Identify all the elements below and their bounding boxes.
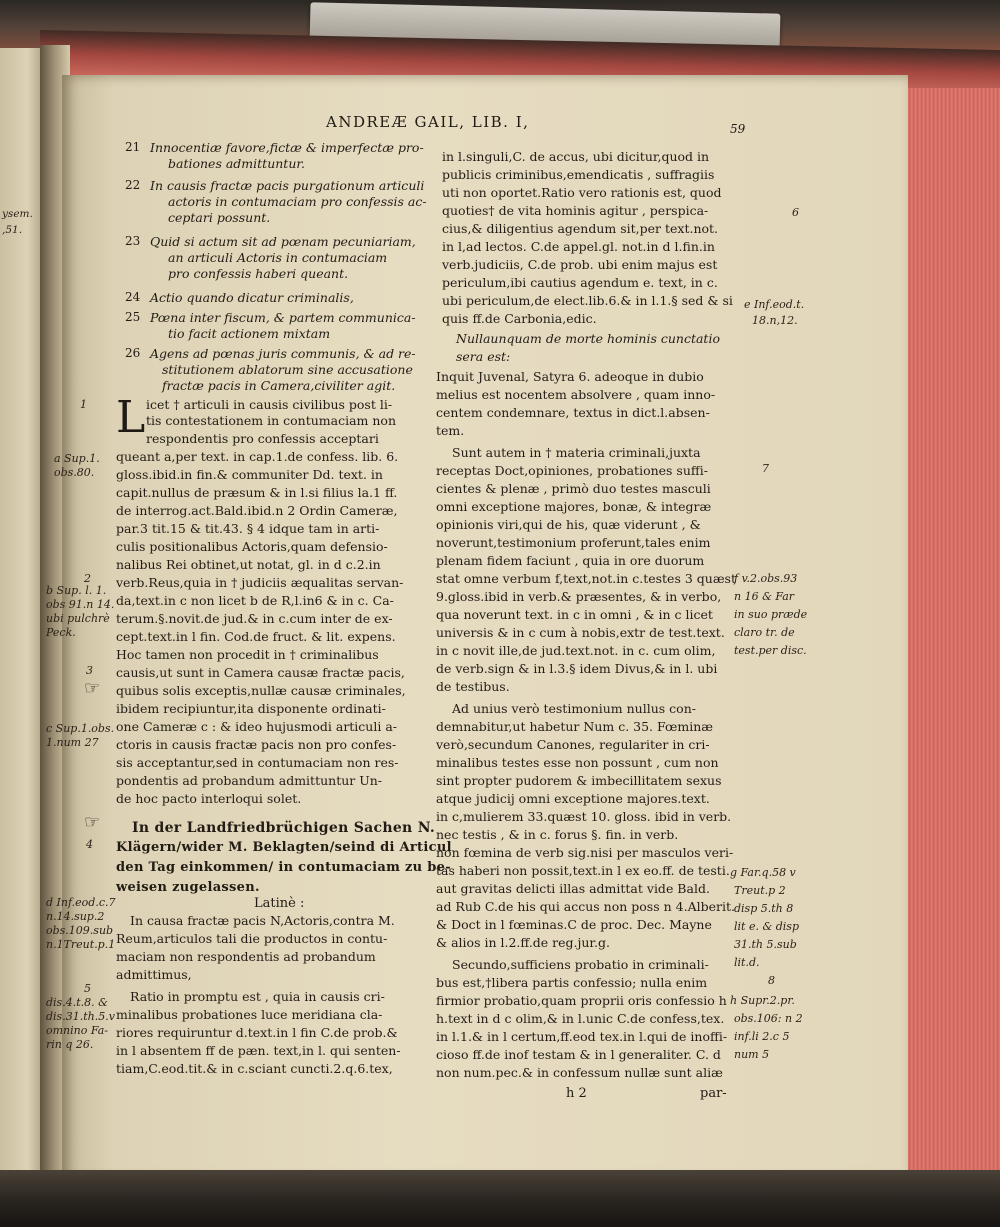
text-line: in l absentem ff de pæn. text,in l. qui senten- [116, 1043, 401, 1058]
text-line: non num.pec.& in confessum nullæ sunt aliæ [436, 1065, 723, 1080]
margin-note: rin q 26. [46, 1038, 94, 1051]
margin-note: inf.li 2.c 5 [734, 1030, 790, 1043]
summary-line: stitutionem ablatorum sine accusatione [162, 362, 413, 377]
text-line: verò,secundum Canones, regulariter in cri- [436, 737, 710, 752]
text-line: nec testis , & in c. forus §. fin. in verb. [436, 827, 679, 842]
text-line: terum.§.novit.de jud.& in c.cum inter de ex- [116, 611, 393, 626]
text-line: plenam fidem faciunt , quia in ore duorum [436, 553, 705, 568]
text-line: tas haberi non possit,text.in l ex eo.ff. de testi. [436, 863, 730, 878]
red-page-edges-side [902, 88, 1000, 1188]
text-line: verb.Reus,quia in † judiciis æqualitas servan- [116, 575, 404, 590]
text-line: minalibus probationes luce meridiana cla- [116, 1007, 383, 1022]
text-line: de testibus. [436, 679, 510, 694]
text-line: par.3 tit.15 & tit.43. § 4 idque tam in arti- [116, 521, 380, 536]
margin-note: a Sup.1. [54, 452, 100, 465]
margin-note: obs.109.sub [46, 924, 114, 937]
margin-note: 1.num 27 [46, 736, 99, 749]
text-line: ad Rub C.de his qui accus non poss n 4.Alberit. [436, 899, 735, 914]
quotation-line: sera est: [456, 349, 511, 364]
text-line: capit.nullus de præsum & in l.si filius la.1 ff. [116, 485, 398, 500]
margin-note: Peck. [46, 626, 76, 639]
summary-line: Quid si actum sit ad pœnam pecuniariam, [150, 234, 416, 249]
margin-note: dis.31.th.5.v [46, 1010, 115, 1023]
facing-page-fragment: ysem. [2, 208, 33, 220]
latin-heading: Latinè : [254, 896, 305, 911]
margin-note: c Sup.1.obs. [46, 722, 115, 735]
margin-note: obs.106: n 2 [734, 1012, 803, 1025]
text-line: centem condemnare, textus in dict.l.absen- [436, 405, 710, 420]
margin-note: n.14.sup.2 [46, 910, 105, 923]
page-number: 59 [730, 122, 746, 136]
quotation-line: Nullaunquam de morte hominis cunctatio [456, 331, 720, 346]
text-line: Inquit Juvenal, Satyra 6. adeoque in dubio [436, 369, 704, 384]
text-line: in l.1.& in l certum,ff.eod tex.in l.qui de inoffi- [436, 1029, 728, 1044]
text-line: tis contestationem in contumaciam non [146, 413, 396, 428]
text-line: & alios in l.2.ff.de reg.jur.g. [436, 935, 610, 950]
catchword: par- [700, 1086, 727, 1101]
summary-number: 24 [125, 290, 141, 304]
text-line: tiam,C.eod.tit.& in c.sciant cuncti.2.q.6.tex, [116, 1061, 393, 1076]
text-line: ubi periculum,de elect.lib.6.& in l.1.§ sed & si [442, 293, 733, 308]
margin-note: obs.80. [54, 466, 95, 479]
text-line: one Cameræ c : & ideo hujusmodi articuli a- [116, 719, 398, 734]
summary-line: an articuli Actoris in contumaciam [168, 250, 388, 265]
margin-number: 3 [86, 664, 93, 677]
margin-number: 8 [768, 974, 775, 987]
margin-note: e Inf.eod.t. [744, 298, 805, 311]
margin-number: 1 [80, 398, 87, 411]
text-line: minalibus testes esse non possunt , cum non [436, 755, 719, 770]
margin-number: 6 [792, 206, 799, 219]
margin-note: ubi pulchrè [46, 612, 110, 625]
text-line: de interrog.act.Bald.ibid.n 2 Ordin Cameræ, [116, 503, 398, 518]
text-line: Ratio in promptu est , quia in causis cri- [130, 989, 385, 1004]
blackletter-line: weisen zugelassen. [116, 880, 260, 895]
drop-cap: L [116, 392, 146, 443]
text-line: In causa fractæ pacis N,Actoris,contra M. [130, 913, 395, 928]
text-line: non fœmina de verb sig.nisi per masculos veri- [436, 845, 734, 860]
text-line: gloss.ibid.in fin.& communiter Dd. text. in [116, 467, 383, 482]
summary-line: Agens ad pœnas juris communis, & ad re- [150, 346, 416, 361]
summary-number: 23 [125, 234, 141, 248]
text-line: receptas Doct,opiniones, probationes suffi- [436, 463, 708, 478]
text-line: de verb.sign & in l.3.§ idem Divus,& in l. ubi [436, 661, 718, 676]
margin-note: claro tr. de [734, 626, 795, 639]
margin-number: 4 [86, 838, 93, 851]
margin-note: 18.n,12. [752, 314, 798, 327]
text-line: respondentis pro confessis acceptari [146, 431, 379, 446]
text-line: Hoc tamen non procedit in † criminalibus [116, 647, 379, 662]
text-line: Sunt autem in † materia criminali,juxta [452, 445, 701, 460]
margin-note: 31.th 5.sub [734, 938, 797, 951]
margin-note: disp 5.th 8 [734, 902, 794, 915]
text-line: culis positionalibus Actoris,quam defensio- [116, 539, 388, 554]
text-line: in l.singuli,C. de accus, ubi dicitur,quod in [442, 149, 710, 164]
text-line: verb.judiciis, C.de prob. ubi enim majus est [442, 257, 718, 272]
blackletter-line: Klägern/wider M. Beklagten/seind di Articul [116, 840, 452, 855]
margin-note: test.per disc. [734, 644, 807, 657]
text-line: & Doct in l fœminas.C de proc. Dec. Mayne [436, 917, 712, 932]
margin-number: 7 [762, 462, 769, 475]
text-line: 9.gloss.ibid in verb.& præsentes, & in verbo, [436, 589, 722, 604]
margin-note: lit e. & disp [734, 920, 799, 933]
text-line: icet † articuli in causis civilibus post li- [146, 397, 393, 412]
summary-line: fractæ pacis in Camera,civiliter agit. [162, 378, 396, 393]
margin-note: lit.d. [734, 956, 760, 969]
signature-mark: h 2 [566, 1086, 587, 1101]
text-line: in c novit ille,de jud.text.not. in c. cum olim, [436, 643, 716, 658]
text-line: h.text in d c olim,& in l.unic C.de confess,tex. [436, 1011, 725, 1026]
margin-note: dis.4.t.8. & [46, 996, 108, 1009]
margin-note: b Sup. l. 1. [46, 584, 107, 597]
summary-line: In causis fractæ pacis purgationum articuli [150, 178, 425, 193]
text-line: sis acceptantur,sed in contumaciam non res- [116, 755, 399, 770]
margin-number: 2 [84, 572, 91, 585]
text-line: quibus solis exceptis,nullæ causæ criminales, [116, 683, 406, 698]
text-line: tem. [436, 423, 465, 438]
text-line: quis ff.de Carbonia,edic. [442, 311, 597, 326]
margin-note: n.1Treut.p.1 [46, 938, 116, 951]
text-line: ctoris in causis fractæ pacis non pro confes- [116, 737, 397, 752]
margin-note: obs 91.n 14. [46, 598, 115, 611]
margin-number: 5 [84, 982, 91, 995]
text-line: causis,ut sunt in Camera causæ fractæ pacis, [116, 665, 405, 680]
text-line: da,text.in c non licet b de R,l.in6 & in c. Ca- [116, 593, 394, 608]
margin-note: d Inf.eod.c.7 [46, 896, 116, 909]
summary-line: ceptari possunt. [168, 210, 271, 225]
text-line: atque judicij omni exceptione majores.text. [436, 791, 710, 806]
summary-number: 21 [125, 140, 141, 154]
manicule-icon: ☞ [84, 812, 101, 833]
margin-note: Treut.p 2 [734, 884, 786, 897]
text-line: aut gravitas delicti illas admittat vide Bald. [436, 881, 710, 896]
text-line: demnabitur,ut habetur Num c. 35. Fœminæ [436, 719, 713, 734]
text-line: admittimus, [116, 967, 192, 982]
margin-note: omnino Fa- [46, 1024, 109, 1037]
summary-line: Pœna inter fiscum, & partem communica- [150, 310, 416, 325]
text-line: cioso ff.de inof testam & in l generaliter. C. d [436, 1047, 721, 1062]
margin-note: f v.2.obs.93 [734, 572, 798, 585]
text-line: ibidem recipiuntur,ita disponente ordinati- [116, 701, 386, 716]
margin-note: g Far.q.58 v [730, 866, 796, 879]
text-line: queant a,per text. in cap.1.de confess. lib. 6. [116, 449, 399, 464]
summary-line: Innocentiæ favore,fictæ & imperfectæ pro- [150, 140, 424, 155]
text-line: periculum,ibi cautius agendum e. text, in c. [442, 275, 718, 290]
text-line: in c,mulierem 33.quæst 10. gloss. ibid in verb. [436, 809, 732, 824]
text-line: bus est,†libera partis confessio; nulla enim [436, 975, 708, 990]
margin-note: n 16 & Far [734, 590, 795, 603]
text-line: maciam non respondentis ad probandum [116, 949, 376, 964]
text-line: uti non oportet.Ratio vero rationis est, quod [442, 185, 722, 200]
text-line: qua noverunt text. in c in omni , & in c licet [436, 607, 713, 622]
text-line: universis & in c cum à nobis,extr de test.text. [436, 625, 725, 640]
facing-page-fragment: ,51. [2, 224, 23, 236]
text-line: omni exceptione majores, bonæ, & integræ [436, 499, 712, 514]
text-line: pondentis ad probandum admittuntur Un- [116, 773, 383, 788]
text-line: melius est nocentem absolvere , quam inno- [436, 387, 716, 402]
text-line: stat omne verbum f,text,not.in c.testes 3 quæst [436, 571, 736, 586]
summary-line: actoris in contumaciam pro confessis ac- [168, 194, 427, 209]
text-line: cept.text.in l fin. Cod.de fruct. & lit. expens. [116, 629, 396, 644]
text-line: noverunt,testimonium proferunt,tales enim [436, 535, 711, 550]
blackletter-line: In der Landfriedbrüchigen Sachen N. [132, 820, 436, 836]
text-line: quoties† de vita hominis agitur , perspica- [442, 203, 709, 218]
text-line: riores requiruntur d.text.in l fin C.de prob.& [116, 1025, 398, 1040]
book-bottom-edge [0, 1170, 1000, 1227]
blackletter-line: den Tag einkommen/ in contumaciam zu be- [116, 860, 451, 875]
summary-line: Actio quando dicatur criminalis, [150, 290, 354, 305]
text-line: de hoc pacto interloqui solet. [116, 791, 302, 806]
margin-note: in suo præde [734, 608, 808, 621]
summary-line: tio facit actionem mixtam [168, 326, 331, 341]
running-head: ANDREÆ GAIL, LIB. I, [326, 113, 530, 131]
manicule-icon: ☞ [84, 678, 101, 699]
text-line: opinionis viri,qui de his, quæ viderunt , & [436, 517, 701, 532]
margin-note: num 5 [734, 1048, 770, 1061]
text-line: cius,& diligentius agendum sit,per text.not. [442, 221, 719, 236]
summary-line: bationes admittuntur. [168, 156, 305, 171]
text-line: in l,ad lectos. C.de appel.gl. not.in d l.fin.in [442, 239, 715, 254]
text-line: Secundo,sufficiens probatio in criminali- [452, 957, 709, 972]
text-line: nalibus Rei obtinet,ut notat, gl. in d c.2.in [116, 557, 381, 572]
text-line: Reum,articulos tali die productos in contu- [116, 931, 388, 946]
margin-note: h Supr.2.pr. [730, 994, 795, 1007]
summary-number: 25 [125, 310, 141, 324]
text-line: firmior probatio,quam proprii oris confessio h [436, 993, 727, 1008]
text-line: sint propter pudorem & imbecillitatem sexus [436, 773, 722, 788]
summary-number: 26 [125, 346, 141, 360]
text-line: cientes & plenæ , primò duo testes masculi [436, 481, 711, 496]
summary-line: pro confessis haberi queant. [168, 266, 349, 281]
text-line: publicis criminibus,emendicatis , suffragiis [442, 167, 715, 182]
text-line: Ad unius verò testimonium nullus con- [452, 701, 696, 716]
summary-number: 22 [125, 178, 141, 192]
